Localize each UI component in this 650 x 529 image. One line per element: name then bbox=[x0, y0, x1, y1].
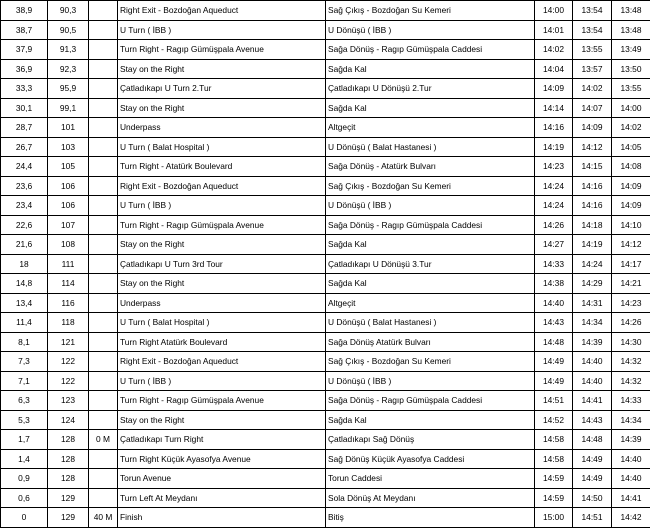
time-3-cell: 13:48 bbox=[612, 20, 650, 40]
remaining-km-cell: 33,3 bbox=[1, 79, 48, 99]
elevation-cell bbox=[89, 59, 118, 79]
remaining-km-cell: 38,7 bbox=[1, 20, 48, 40]
time-2-cell: 14:18 bbox=[573, 215, 612, 235]
instruction-en-cell: U Turn ( İBB ) bbox=[118, 371, 326, 391]
distance-km-cell: 114 bbox=[48, 274, 89, 294]
time-2-cell: 14:16 bbox=[573, 176, 612, 196]
instruction-en-cell: Turn Right Atatürk Boulevard bbox=[118, 332, 326, 352]
time-1-cell: 14:49 bbox=[535, 371, 573, 391]
time-1-cell: 14:16 bbox=[535, 118, 573, 138]
time-2-cell: 14:07 bbox=[573, 98, 612, 118]
time-2-cell: 14:09 bbox=[573, 118, 612, 138]
distance-km-cell: 108 bbox=[48, 235, 89, 255]
instruction-tr-cell: U Dönüşü ( İBB ) bbox=[326, 20, 535, 40]
time-2-cell: 14:48 bbox=[573, 430, 612, 450]
elevation-cell bbox=[89, 215, 118, 235]
instruction-en-cell: U Turn ( Balat Hospital ) bbox=[118, 137, 326, 157]
distance-km-cell: 128 bbox=[48, 469, 89, 489]
time-1-cell: 14:04 bbox=[535, 59, 573, 79]
time-3-cell: 14:40 bbox=[612, 469, 650, 489]
time-3-cell: 13:48 bbox=[612, 1, 650, 21]
time-3-cell: 14:40 bbox=[612, 449, 650, 469]
remaining-km-cell: 30,1 bbox=[1, 98, 48, 118]
distance-km-cell: 129 bbox=[48, 488, 89, 508]
elevation-cell bbox=[89, 469, 118, 489]
distance-km-cell: 103 bbox=[48, 137, 89, 157]
table-row bbox=[1, 469, 650, 489]
time-3-cell: 14:32 bbox=[612, 371, 650, 391]
time-2-cell: 14:19 bbox=[573, 235, 612, 255]
instruction-en-cell: Turn Right - Ragıp Gümüşpala Avenue bbox=[118, 40, 326, 60]
elevation-cell: 40 M bbox=[89, 508, 118, 528]
time-3-cell: 14:42 bbox=[612, 508, 650, 528]
table-row bbox=[1, 98, 650, 118]
instruction-en-cell: U Turn ( Balat Hospital ) bbox=[118, 313, 326, 333]
time-1-cell: 14:49 bbox=[535, 352, 573, 372]
elevation-cell bbox=[89, 274, 118, 294]
remaining-km-cell: 26,7 bbox=[1, 137, 48, 157]
elevation-cell bbox=[89, 254, 118, 274]
instruction-en-cell: Stay on the Right bbox=[118, 98, 326, 118]
remaining-km-cell: 22,6 bbox=[1, 215, 48, 235]
table-row bbox=[1, 508, 650, 528]
elevation-cell bbox=[89, 410, 118, 430]
instruction-tr-cell: Sağda Kal bbox=[326, 59, 535, 79]
remaining-km-cell: 21,6 bbox=[1, 235, 48, 255]
elevation-cell bbox=[89, 352, 118, 372]
remaining-km-cell: 1,7 bbox=[1, 430, 48, 450]
remaining-km-cell: 8,1 bbox=[1, 332, 48, 352]
table-row bbox=[1, 430, 650, 450]
elevation-cell bbox=[89, 157, 118, 177]
distance-km-cell: 92,3 bbox=[48, 59, 89, 79]
instruction-tr-cell: Altgeçit bbox=[326, 118, 535, 138]
time-3-cell: 14:21 bbox=[612, 274, 650, 294]
time-1-cell: 14:14 bbox=[535, 98, 573, 118]
elevation-cell bbox=[89, 196, 118, 216]
instruction-en-cell: Finish bbox=[118, 508, 326, 528]
time-1-cell: 14:24 bbox=[535, 176, 573, 196]
time-2-cell: 14:02 bbox=[573, 79, 612, 99]
remaining-km-cell: 37,9 bbox=[1, 40, 48, 60]
table-row bbox=[1, 449, 650, 469]
instruction-en-cell: Stay on the Right bbox=[118, 235, 326, 255]
time-1-cell: 14:40 bbox=[535, 293, 573, 313]
time-2-cell: 13:57 bbox=[573, 59, 612, 79]
time-3-cell: 14:00 bbox=[612, 98, 650, 118]
remaining-km-cell: 36,9 bbox=[1, 59, 48, 79]
table-row bbox=[1, 40, 650, 60]
remaining-km-cell: 0,9 bbox=[1, 469, 48, 489]
elevation-cell bbox=[89, 371, 118, 391]
time-1-cell: 14:27 bbox=[535, 235, 573, 255]
elevation-cell bbox=[89, 176, 118, 196]
table-row bbox=[1, 79, 650, 99]
instruction-en-cell: Çatladıkapı U Turn 2.Tur bbox=[118, 79, 326, 99]
time-1-cell: 14:58 bbox=[535, 449, 573, 469]
instruction-tr-cell: U Dönüşü ( Balat Hastanesi ) bbox=[326, 313, 535, 333]
distance-km-cell: 122 bbox=[48, 352, 89, 372]
table-row bbox=[1, 352, 650, 372]
time-2-cell: 13:55 bbox=[573, 40, 612, 60]
table-row bbox=[1, 391, 650, 411]
instruction-en-cell: Turn Left At Meydanı bbox=[118, 488, 326, 508]
elevation-cell bbox=[89, 1, 118, 21]
distance-km-cell: 90,3 bbox=[48, 1, 89, 21]
instruction-tr-cell: Sağa Dönüş - Ragıp Gümüşpala Caddesi bbox=[326, 391, 535, 411]
instruction-en-cell: Turn Right - Ragıp Gümüşpala Avenue bbox=[118, 215, 326, 235]
distance-km-cell: 123 bbox=[48, 391, 89, 411]
time-3-cell: 13:55 bbox=[612, 79, 650, 99]
remaining-km-cell: 7,1 bbox=[1, 371, 48, 391]
elevation-cell bbox=[89, 20, 118, 40]
time-2-cell: 14:40 bbox=[573, 371, 612, 391]
instruction-tr-cell: U Dönüşü ( Balat Hastanesi ) bbox=[326, 137, 535, 157]
time-3-cell: 13:50 bbox=[612, 59, 650, 79]
remaining-km-cell: 13,4 bbox=[1, 293, 48, 313]
instruction-en-cell: Turn Right Küçük Ayasofya Avenue bbox=[118, 449, 326, 469]
table-row bbox=[1, 235, 650, 255]
time-3-cell: 14:02 bbox=[612, 118, 650, 138]
instruction-tr-cell: Sağ Çıkış - Bozdoğan Su Kemeri bbox=[326, 1, 535, 21]
time-2-cell: 14:39 bbox=[573, 332, 612, 352]
time-1-cell: 14:48 bbox=[535, 332, 573, 352]
remaining-km-cell: 11,4 bbox=[1, 313, 48, 333]
time-1-cell: 14:19 bbox=[535, 137, 573, 157]
elevation-cell bbox=[89, 40, 118, 60]
distance-km-cell: 129 bbox=[48, 508, 89, 528]
instruction-en-cell: Right Exit - Bozdoğan Aqueduct bbox=[118, 1, 326, 21]
time-2-cell: 14:49 bbox=[573, 469, 612, 489]
remaining-km-cell: 28,7 bbox=[1, 118, 48, 138]
elevation-cell bbox=[89, 391, 118, 411]
instruction-en-cell: Right Exit - Bozdoğan Aqueduct bbox=[118, 176, 326, 196]
elevation-cell bbox=[89, 293, 118, 313]
instruction-en-cell: Stay on the Right bbox=[118, 59, 326, 79]
time-2-cell: 14:49 bbox=[573, 449, 612, 469]
elevation-cell bbox=[89, 332, 118, 352]
instruction-tr-cell: Sağa Dönüş - Ragıp Gümüşpala Caddesi bbox=[326, 215, 535, 235]
instruction-tr-cell: Sağ Çıkış - Bozdoğan Su Kemeri bbox=[326, 176, 535, 196]
instruction-tr-cell: Çatladıkapı Sağ Dönüş bbox=[326, 430, 535, 450]
distance-km-cell: 124 bbox=[48, 410, 89, 430]
distance-km-cell: 128 bbox=[48, 449, 89, 469]
instruction-tr-cell: Sağa Dönüş - Ragıp Gümüşpala Caddesi bbox=[326, 40, 535, 60]
instruction-en-cell: U Turn ( İBB ) bbox=[118, 196, 326, 216]
instruction-en-cell: Underpass bbox=[118, 118, 326, 138]
instruction-tr-cell: U Dönüşü ( İBB ) bbox=[326, 371, 535, 391]
elevation-cell bbox=[89, 79, 118, 99]
instruction-en-cell: Stay on the Right bbox=[118, 274, 326, 294]
time-3-cell: 14:34 bbox=[612, 410, 650, 430]
table-row bbox=[1, 254, 650, 274]
time-1-cell: 14:58 bbox=[535, 430, 573, 450]
distance-km-cell: 116 bbox=[48, 293, 89, 313]
time-3-cell: 13:49 bbox=[612, 40, 650, 60]
time-1-cell: 15:00 bbox=[535, 508, 573, 528]
instruction-en-cell: Underpass bbox=[118, 293, 326, 313]
time-2-cell: 14:16 bbox=[573, 196, 612, 216]
elevation-cell bbox=[89, 313, 118, 333]
time-2-cell: 14:34 bbox=[573, 313, 612, 333]
time-3-cell: 14:09 bbox=[612, 196, 650, 216]
elevation-cell bbox=[89, 449, 118, 469]
distance-km-cell: 106 bbox=[48, 176, 89, 196]
time-3-cell: 14:12 bbox=[612, 235, 650, 255]
time-1-cell: 14:52 bbox=[535, 410, 573, 430]
time-2-cell: 14:41 bbox=[573, 391, 612, 411]
time-2-cell: 13:54 bbox=[573, 20, 612, 40]
time-1-cell: 14:00 bbox=[535, 1, 573, 21]
distance-km-cell: 107 bbox=[48, 215, 89, 235]
time-3-cell: 14:33 bbox=[612, 391, 650, 411]
instruction-tr-cell: Sağa Dönüş Atatürk Bulvarı bbox=[326, 332, 535, 352]
time-1-cell: 14:26 bbox=[535, 215, 573, 235]
instruction-en-cell: Turn Right - Atatürk Boulevard bbox=[118, 157, 326, 177]
instruction-tr-cell: Çatladıkapı U Dönüşü 3.Tur bbox=[326, 254, 535, 274]
distance-km-cell: 106 bbox=[48, 196, 89, 216]
time-2-cell: 14:15 bbox=[573, 157, 612, 177]
time-3-cell: 14:08 bbox=[612, 157, 650, 177]
remaining-km-cell: 18 bbox=[1, 254, 48, 274]
time-3-cell: 14:17 bbox=[612, 254, 650, 274]
time-3-cell: 14:30 bbox=[612, 332, 650, 352]
distance-km-cell: 91,3 bbox=[48, 40, 89, 60]
remaining-km-cell: 5,3 bbox=[1, 410, 48, 430]
time-1-cell: 14:01 bbox=[535, 20, 573, 40]
time-3-cell: 14:10 bbox=[612, 215, 650, 235]
elevation-cell bbox=[89, 118, 118, 138]
distance-km-cell: 105 bbox=[48, 157, 89, 177]
instruction-tr-cell: Altgeçit bbox=[326, 293, 535, 313]
remaining-km-cell: 24,4 bbox=[1, 157, 48, 177]
remaining-km-cell: 1,4 bbox=[1, 449, 48, 469]
table-row bbox=[1, 274, 650, 294]
instruction-tr-cell: Sağda Kal bbox=[326, 410, 535, 430]
table-row bbox=[1, 20, 650, 40]
time-2-cell: 14:50 bbox=[573, 488, 612, 508]
time-2-cell: 14:29 bbox=[573, 274, 612, 294]
instruction-tr-cell: Torun Caddesi bbox=[326, 469, 535, 489]
time-1-cell: 14:59 bbox=[535, 469, 573, 489]
time-3-cell: 14:32 bbox=[612, 352, 650, 372]
elevation-cell bbox=[89, 137, 118, 157]
remaining-km-cell: 38,9 bbox=[1, 1, 48, 21]
time-1-cell: 14:51 bbox=[535, 391, 573, 411]
table-row bbox=[1, 118, 650, 138]
elevation-cell bbox=[89, 98, 118, 118]
remaining-km-cell: 23,6 bbox=[1, 176, 48, 196]
time-1-cell: 14:02 bbox=[535, 40, 573, 60]
remaining-km-cell: 0,6 bbox=[1, 488, 48, 508]
remaining-km-cell: 23,4 bbox=[1, 196, 48, 216]
time-3-cell: 14:09 bbox=[612, 176, 650, 196]
time-2-cell: 14:40 bbox=[573, 352, 612, 372]
distance-km-cell: 101 bbox=[48, 118, 89, 138]
table-row bbox=[1, 293, 650, 313]
remaining-km-cell: 7,3 bbox=[1, 352, 48, 372]
instruction-en-cell: Torun Avenue bbox=[118, 469, 326, 489]
instruction-tr-cell: Sağda Kal bbox=[326, 98, 535, 118]
table-row bbox=[1, 1, 650, 21]
time-2-cell: 14:51 bbox=[573, 508, 612, 528]
time-3-cell: 14:41 bbox=[612, 488, 650, 508]
time-1-cell: 14:59 bbox=[535, 488, 573, 508]
distance-km-cell: 128 bbox=[48, 430, 89, 450]
table-row bbox=[1, 196, 650, 216]
table-row bbox=[1, 332, 650, 352]
table-row bbox=[1, 488, 650, 508]
route-table-body bbox=[1, 1, 650, 528]
elevation-cell bbox=[89, 235, 118, 255]
time-1-cell: 14:33 bbox=[535, 254, 573, 274]
time-1-cell: 14:23 bbox=[535, 157, 573, 177]
table-row bbox=[1, 176, 650, 196]
time-1-cell: 14:43 bbox=[535, 313, 573, 333]
instruction-tr-cell: Sağda Kal bbox=[326, 235, 535, 255]
time-2-cell: 13:54 bbox=[573, 1, 612, 21]
time-3-cell: 14:26 bbox=[612, 313, 650, 333]
distance-km-cell: 122 bbox=[48, 371, 89, 391]
instruction-tr-cell: Bitiş bbox=[326, 508, 535, 528]
elevation-cell bbox=[89, 488, 118, 508]
distance-km-cell: 90,5 bbox=[48, 20, 89, 40]
time-2-cell: 14:12 bbox=[573, 137, 612, 157]
time-2-cell: 14:24 bbox=[573, 254, 612, 274]
instruction-en-cell: Stay on the Right bbox=[118, 410, 326, 430]
distance-km-cell: 121 bbox=[48, 332, 89, 352]
instruction-en-cell: Çatladıkapı U Turn 3rd Tour bbox=[118, 254, 326, 274]
elevation-cell: 0 M bbox=[89, 430, 118, 450]
time-3-cell: 14:39 bbox=[612, 430, 650, 450]
instruction-tr-cell: U Dönüşü ( İBB ) bbox=[326, 196, 535, 216]
instruction-tr-cell: Sağda Kal bbox=[326, 274, 535, 294]
table-row bbox=[1, 215, 650, 235]
time-3-cell: 14:23 bbox=[612, 293, 650, 313]
table-row bbox=[1, 59, 650, 79]
instruction-tr-cell: Sağa Dönüş - Atatürk Bulvarı bbox=[326, 157, 535, 177]
table-row bbox=[1, 137, 650, 157]
time-2-cell: 14:31 bbox=[573, 293, 612, 313]
distance-km-cell: 118 bbox=[48, 313, 89, 333]
time-2-cell: 14:43 bbox=[573, 410, 612, 430]
distance-km-cell: 95,9 bbox=[48, 79, 89, 99]
distance-km-cell: 99,1 bbox=[48, 98, 89, 118]
time-3-cell: 14:05 bbox=[612, 137, 650, 157]
remaining-km-cell: 14,8 bbox=[1, 274, 48, 294]
instruction-tr-cell: Sağ Çıkış - Bozdoğan Su Kemeri bbox=[326, 352, 535, 372]
instruction-en-cell: Right Exit - Bozdoğan Aqueduct bbox=[118, 352, 326, 372]
remaining-km-cell: 6,3 bbox=[1, 391, 48, 411]
table-row bbox=[1, 157, 650, 177]
instruction-tr-cell: Sola Dönüş At Meydanı bbox=[326, 488, 535, 508]
table-row bbox=[1, 410, 650, 430]
distance-km-cell: 111 bbox=[48, 254, 89, 274]
instruction-en-cell: U Turn ( İBB ) bbox=[118, 20, 326, 40]
time-1-cell: 14:38 bbox=[535, 274, 573, 294]
instruction-tr-cell: Sağ Dönüş Küçük Ayasofya Caddesi bbox=[326, 449, 535, 469]
time-1-cell: 14:24 bbox=[535, 196, 573, 216]
time-1-cell: 14:09 bbox=[535, 79, 573, 99]
instruction-tr-cell: Çatladıkapı U Dönüşü 2.Tur bbox=[326, 79, 535, 99]
instruction-en-cell: Çatladıkapı Turn Right bbox=[118, 430, 326, 450]
remaining-km-cell: 0 bbox=[1, 508, 48, 528]
table-row bbox=[1, 313, 650, 333]
instruction-en-cell: Turn Right - Ragıp Gümüşpala Avenue bbox=[118, 391, 326, 411]
table-row bbox=[1, 371, 650, 391]
